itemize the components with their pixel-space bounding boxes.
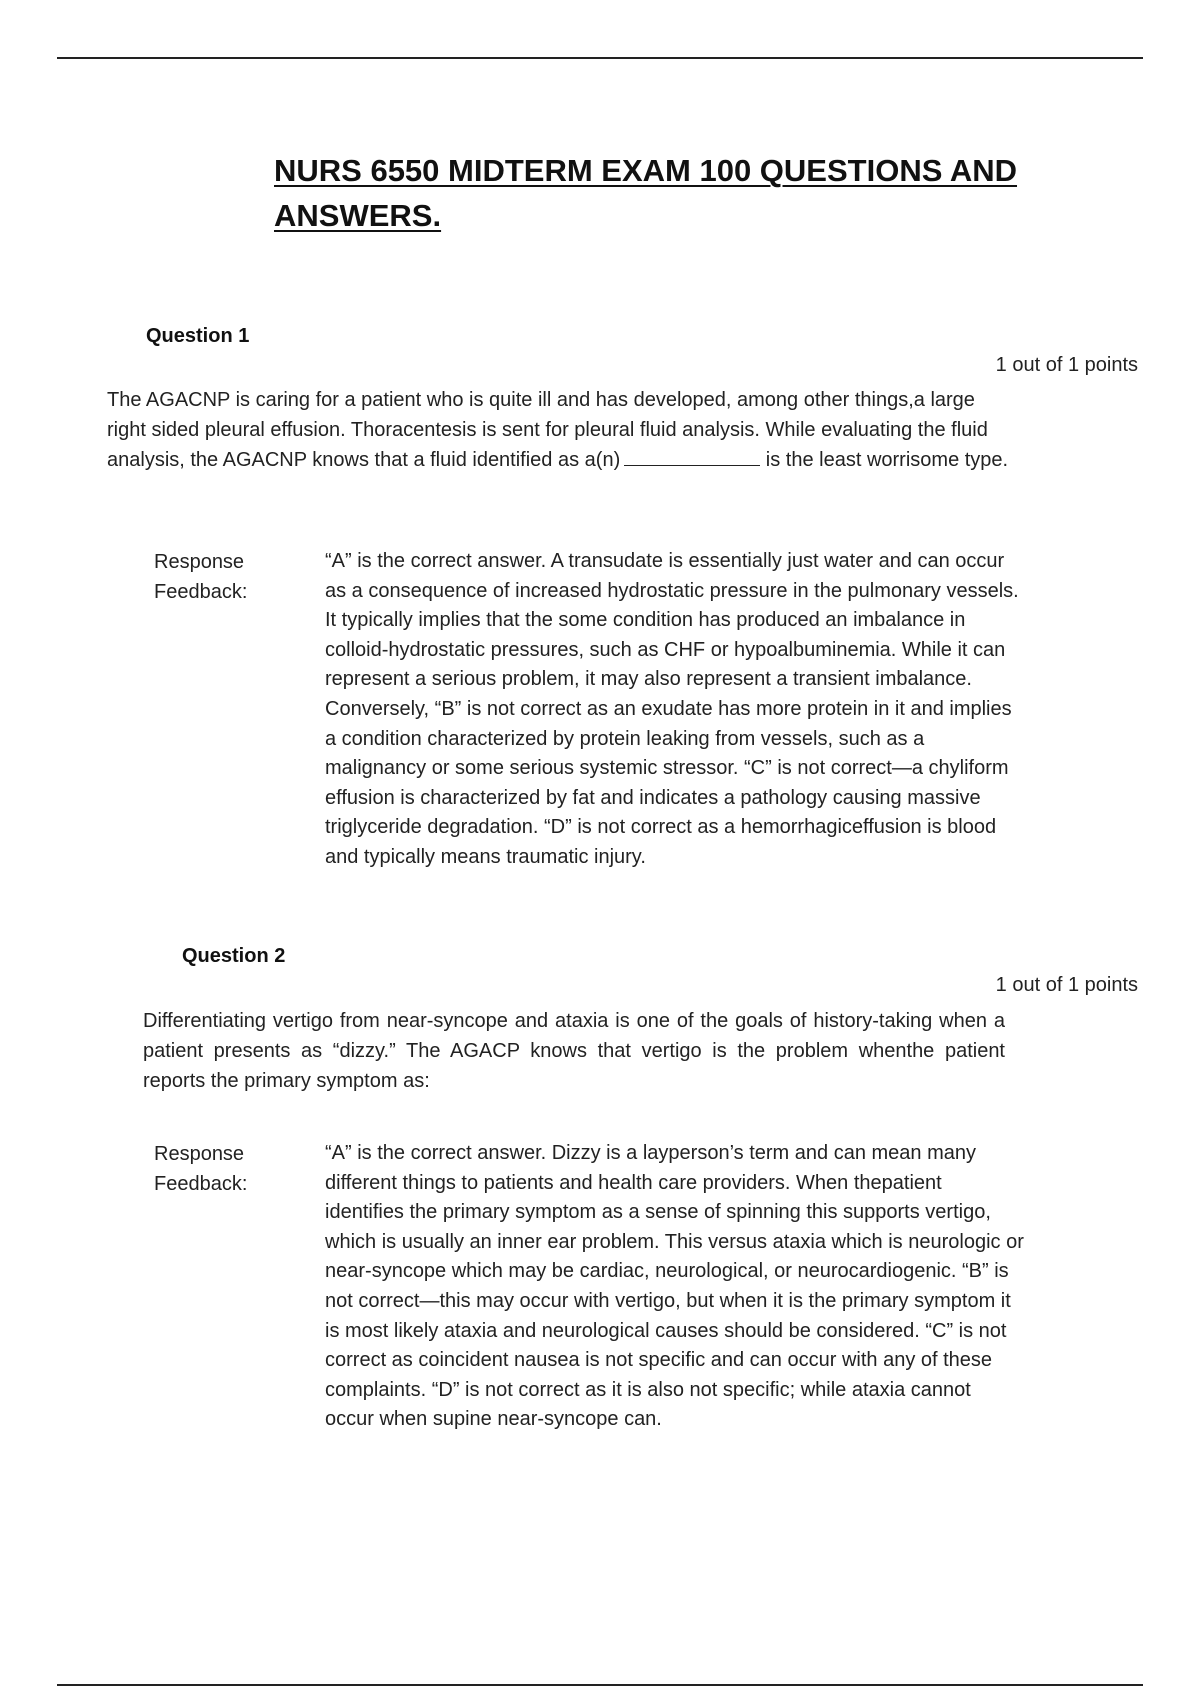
question-1-feedback: “A” is the correct answer. A transudate is essentially just water and can occur as a consequence of increased hydrostatic pressure in the pulmonary vessels. It typically implies that the some condition has produced an imbalance in colloid-hydrostatic pressures, such as CHF or hypoalbuminemia. While it can represent a serious problem, it may also represent a transient imbalance. Conversely, “B” is not correct as an exudate has more protein in it and implies a condition characterized by protein leaking from vessels, such as a malignancy or some serious systemic stressor. “C” is not correct—a chyliform effusion is characterized by fat and indicates a pathology causing massive triglyceride degradation. “D” is not correct as a hemorrhagiceffusion is blood and typically means traumatic injury.	[325, 550, 1019, 868]
question-1-points: 1 out of 1 points	[995, 354, 1138, 376]
answer-blank	[624, 447, 760, 466]
question-1-text	[107, 385, 1013, 475]
feedback-label-line-1: Response	[154, 1143, 245, 1165]
question-2-feedback: “A” is the correct answer. Dizzy is a layperson’s term and can mean many different things to patients and health care providers. When thepatient identifies the primary symptom as a sense of spinning this supports vertigo, which is usually an inner ear problem. This versus ataxia which is neurologic or near-syncope which may be cardiac, neurological, or neurocardiogenic. “B” is not correct—this may occur with vertigo, but when it is the primary symptom it is most likely ataxia and neurological causes should be considered. “C” is not correct as coincident nausea is not specific and can occur with any of these complaints. “D” is not correct as it is also not specific; while ataxia cannot occur when supine near-syncope can.	[325, 1142, 1024, 1431]
bottom-rule	[57, 1684, 1143, 1686]
question-1-stem-end: is the least worrisome type.	[765, 449, 1009, 471]
feedback-label-line-1: Response	[154, 551, 245, 573]
document-title: NURS 6550 MIDTERM EXAM 100 QUESTIONS AND ANSWERS.	[274, 153, 1018, 233]
feedback-label-line-2: Feedback:	[154, 581, 248, 603]
question-2-label: Question 2	[182, 945, 286, 967]
top-rule	[57, 57, 1143, 59]
question-1-feedback-label	[154, 547, 304, 607]
question-2-text: Differentiating vertigo from near-syncope and ataxia is one of the goals of history-taking when a patient presents as “dizzy.” The AGACP knows that vertigo is the problem whenthe patient reports the primary symptom as:	[143, 1010, 1005, 1092]
question-2-feedback-label	[154, 1139, 304, 1199]
question-1-label: Question 1	[146, 325, 250, 347]
question-1-stem: The AGACNP is caring for a patient who is quite ill and has developed, among other things,a large right sided pleural effusion. Thoracentesis is sent for pleural fluid analysis. While evaluating the fluid analysis, the AGACNP knows that a fluid identified as a(n)	[107, 389, 988, 471]
question-2-points: 1 out of 1 points	[995, 974, 1138, 996]
feedback-label-line-2: Feedback:	[154, 1173, 248, 1195]
